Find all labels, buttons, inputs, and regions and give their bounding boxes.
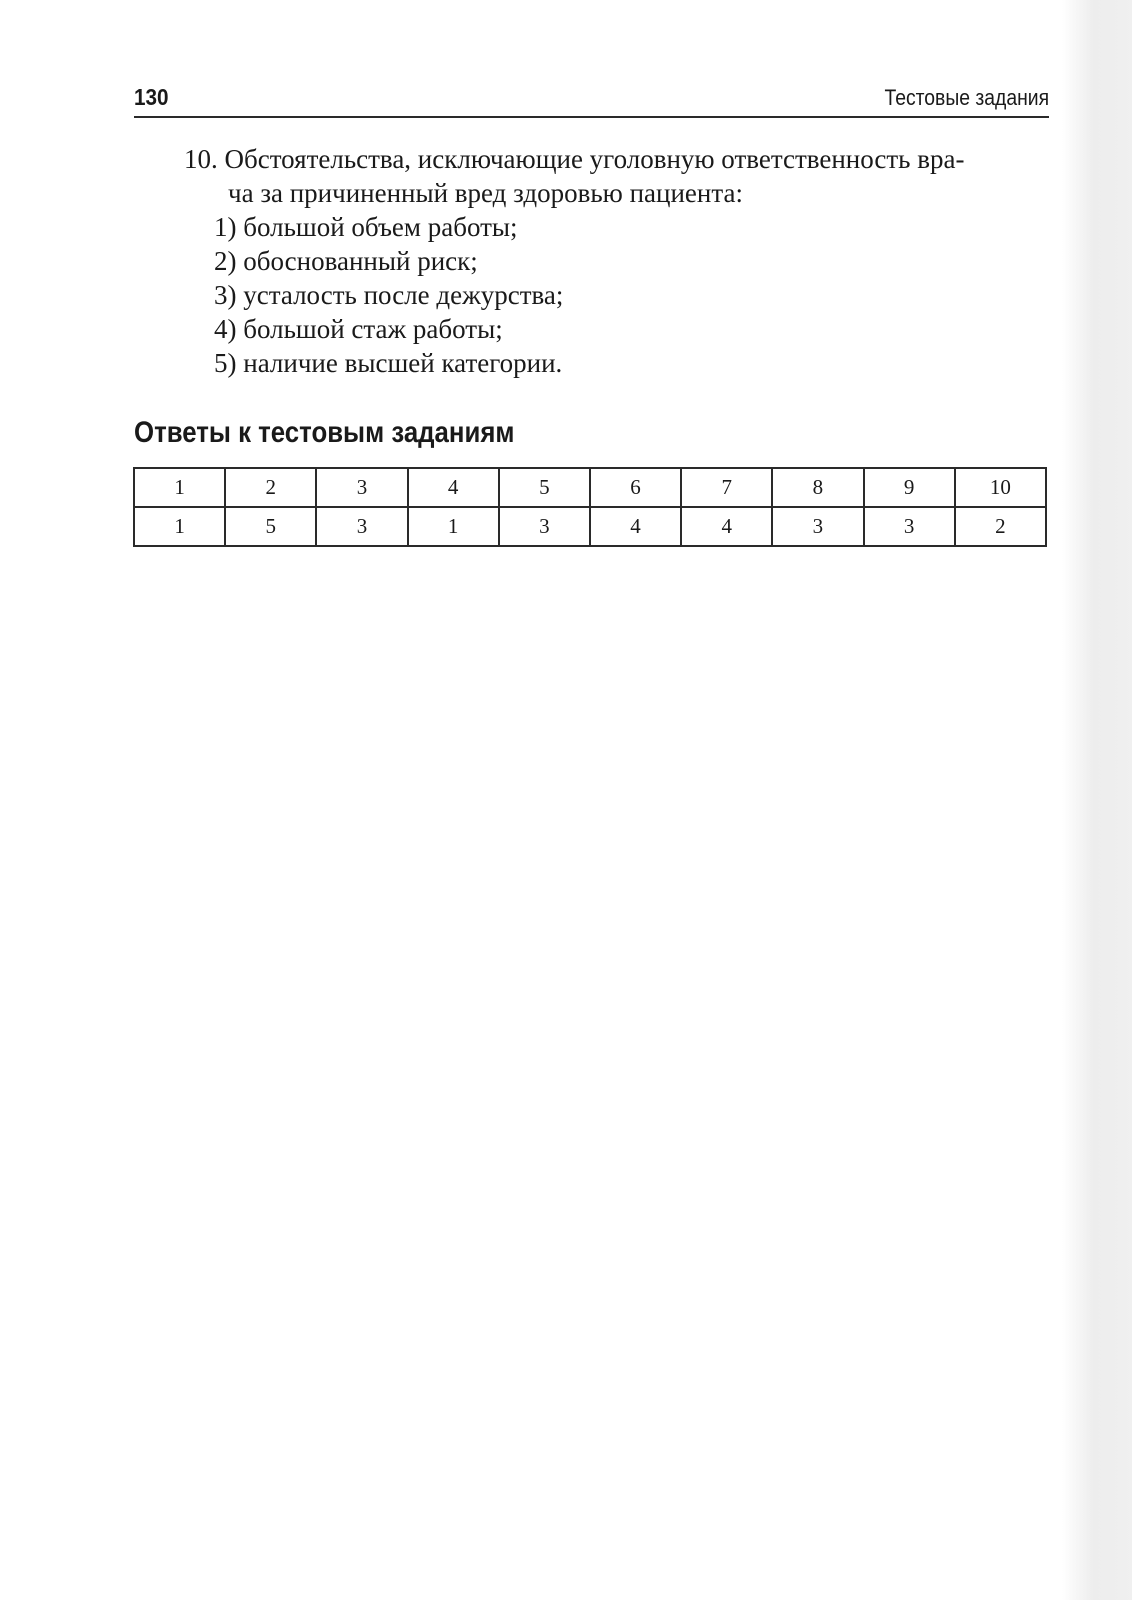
answers-heading: Ответы к тестовым заданиям [134, 416, 515, 449]
option-item: 4) большой стаж работы; [214, 314, 503, 344]
table-cell: 4 [408, 468, 499, 507]
table-row-answers [134, 507, 1046, 546]
table-cell: 6 [590, 468, 681, 507]
option-item: 3) усталость после дежурства; [214, 280, 564, 310]
question-stem-line2: ча за причиненный вред здоровью пациента: [228, 178, 743, 208]
table-cell: 3 [316, 468, 407, 507]
table-cell: 3 [499, 507, 590, 546]
table-cell: 10 [955, 468, 1046, 507]
table-cell: 5 [225, 507, 316, 546]
table-cell: 3 [864, 507, 955, 546]
table-cell: 9 [864, 468, 955, 507]
table-cell: 1 [408, 507, 499, 546]
table-cell: 1 [134, 507, 225, 546]
page-number: 130 [134, 84, 169, 110]
running-head: Тестовые задания [884, 85, 1049, 110]
table-row-question-numbers [134, 468, 1046, 507]
table-cell: 4 [681, 507, 772, 546]
table-cell: 2 [225, 468, 316, 507]
option-item: 5) наличие высшей категории. [214, 348, 563, 378]
question-10 [184, 142, 1050, 380]
table-cell: 7 [681, 468, 772, 507]
page-header [134, 80, 1049, 118]
question-stem-line1: 10. Обстоятельства, исключающие уголовную ответственность вра- [184, 144, 965, 174]
page-edge-shadow [1062, 0, 1132, 1600]
table-cell: 2 [955, 507, 1046, 546]
table-cell: 1 [134, 468, 225, 507]
answer-options [184, 210, 1050, 380]
option-item: 1) большой объем работы; [214, 212, 518, 242]
question-stem [184, 142, 1050, 210]
table-cell: 5 [499, 468, 590, 507]
table-cell: 3 [772, 507, 863, 546]
option-item: 2) обоснованный риск; [214, 246, 478, 276]
table-cell: 4 [590, 507, 681, 546]
answers-table [133, 467, 1047, 547]
table-cell: 3 [316, 507, 407, 546]
table-cell: 8 [772, 468, 863, 507]
